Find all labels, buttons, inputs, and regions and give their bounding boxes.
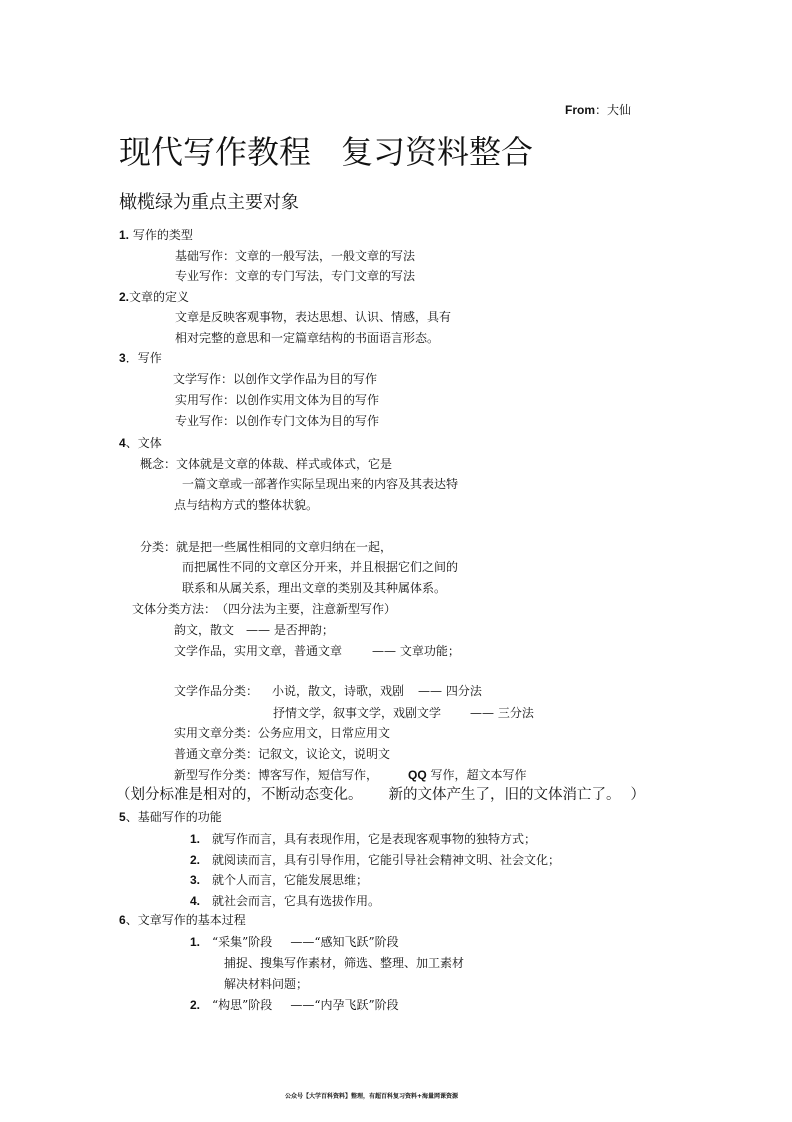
note-a: （划分标准是相对的，不断动态变化。 (116, 787, 363, 803)
section-4-heading (119, 435, 162, 451)
section-number: 1. (119, 228, 130, 242)
section-number: 5 (119, 810, 126, 824)
section-title: ．写作 (125, 351, 162, 365)
function-categories: 文学作品，实用文章，普通文章 (174, 644, 343, 658)
text-line: 概念：文体就是文章的体裁、样式或体式，它是 (140, 457, 393, 471)
function-criterion: —— 文章功能； (372, 644, 460, 658)
literature-classification-line (174, 683, 482, 699)
text-line: 相对完整的意思和一定篇章结构的书面语言形态。 (175, 331, 440, 345)
section-title: 文章的定义 (129, 290, 190, 304)
note-c: ） (630, 787, 645, 803)
title-right: 复习资料整合 (341, 133, 534, 171)
list-item (190, 934, 399, 950)
item-number: 4. (190, 894, 201, 908)
text-line: 文体分类方法： （四分法为主要，注意新型写作） (132, 602, 397, 616)
section-number: 4 (119, 436, 126, 450)
from-line (565, 102, 631, 118)
text-line: 而把属性不同的文章区分开来，并且根据它们之间的 (182, 560, 459, 574)
three-division-label: —— 三分法 (470, 706, 534, 720)
list-item (190, 872, 368, 888)
section-6-heading (119, 912, 246, 928)
text-line (174, 767, 527, 783)
item-number: 1. (190, 832, 201, 846)
text-line: 文学写作：以创作文学作品为目的写作 (173, 372, 378, 386)
section-number: 2. (119, 290, 130, 304)
note-b: 新的文体产生了，旧的文体消亡了。 (388, 787, 621, 803)
from-sep: ： (595, 103, 608, 117)
item-number: 2. (190, 998, 201, 1012)
section-title: 、文章写作的基本过程 (125, 913, 246, 927)
page-title (119, 132, 533, 172)
list-item (190, 893, 380, 909)
text-line: 专业写作：以创作专门文体为目的写作 (175, 414, 380, 428)
text-line: 分类：就是把一些属性相同的文章归纳在一起， (140, 540, 393, 554)
text-line: 韵文，散文 —— 是否押韵； (174, 623, 334, 637)
literature-label: 文学作品分类： (174, 684, 259, 698)
three-division-line (273, 705, 534, 721)
text-line: 基础写作：文章的一般写法，一般文章的写法 (175, 249, 416, 263)
section-5-heading (119, 809, 222, 825)
text-line: 点与结构方式的整体状貌。 (174, 498, 319, 512)
section-title: 写作的类型 (132, 228, 193, 242)
subtitle: 橄榄绿为重点主要对象 (119, 192, 299, 213)
section-number: 6 (119, 913, 126, 927)
stage-leap: ——“内孕飞跃”阶段 (290, 998, 399, 1012)
item-number: 2. (190, 853, 201, 867)
section-title: 、基础写作的功能 (125, 810, 222, 824)
text-line: 联系和从属关系，理出文章的类别及其种属体系。 (182, 581, 447, 595)
text-line: 普通文章分类：记叙文，议论文，说明文 (174, 747, 391, 761)
list-item (190, 852, 560, 868)
new-type-b: 写作，超文本写作 (426, 768, 527, 782)
section-number: 3 (119, 351, 126, 365)
function-classification-line (174, 643, 460, 659)
item-number: 3. (190, 873, 201, 887)
list-item (190, 997, 399, 1013)
three-division: 抒情文学，叙事文学，戏剧文学 (273, 706, 442, 720)
text-line: 实用写作：以创作实用文体为目的写作 (175, 393, 380, 407)
note-line (116, 785, 645, 805)
list-item (190, 831, 536, 847)
text-line: 专业写作：文章的专门写法，专门文章的写法 (175, 269, 416, 283)
item-text: 就个人而言，它能发展思维； (212, 873, 369, 887)
stage-name: “构思”阶段 (212, 998, 273, 1012)
section-title: 、文体 (125, 436, 162, 450)
text-line: 解决材料问题； (224, 977, 309, 991)
item-text: 就阅读而言，具有引导作用，它能引导社会精神文明、社会文化； (212, 853, 561, 867)
stage-leap: ——“感知飞跃”阶段 (290, 935, 399, 949)
item-text: 就社会而言，它具有选拔作用。 (212, 894, 381, 908)
text-line: 一篇文章或一部著作实际呈现出来的内容及其表达特 (182, 477, 459, 491)
stage-name: “采集”阶段 (212, 935, 273, 949)
text-line: 实用文章分类：公务应用文，日常应用文 (174, 726, 391, 740)
four-division: 小说，散文，诗歌，戏剧 (272, 684, 405, 698)
qq-label: QQ (408, 768, 427, 782)
section-3-heading (119, 350, 162, 366)
text-line: 文章是反映客观事物，表达思想、认识、情感，具有 (175, 310, 452, 324)
from-label: From (565, 103, 595, 117)
section-2-heading (119, 289, 189, 305)
section-1-heading (119, 227, 193, 243)
text-line: 捕捉、搜集写作素材，筛选、整理、加工素材 (224, 956, 465, 970)
author: 大仙 (607, 103, 632, 117)
footer-note: 公众号【大学百科资料】整理，有超百科复习资料+海量网课资源 (285, 1093, 459, 1100)
new-type-a: 新型写作分类：博客写作，短信写作， (174, 768, 379, 782)
item-number: 1. (190, 935, 201, 949)
item-text: 就写作而言，具有表现作用，它是表现客观事物的独特方式； (212, 832, 537, 846)
title-left: 现代写作教程 (119, 133, 312, 171)
four-division-label: —— 四分法 (418, 684, 482, 698)
